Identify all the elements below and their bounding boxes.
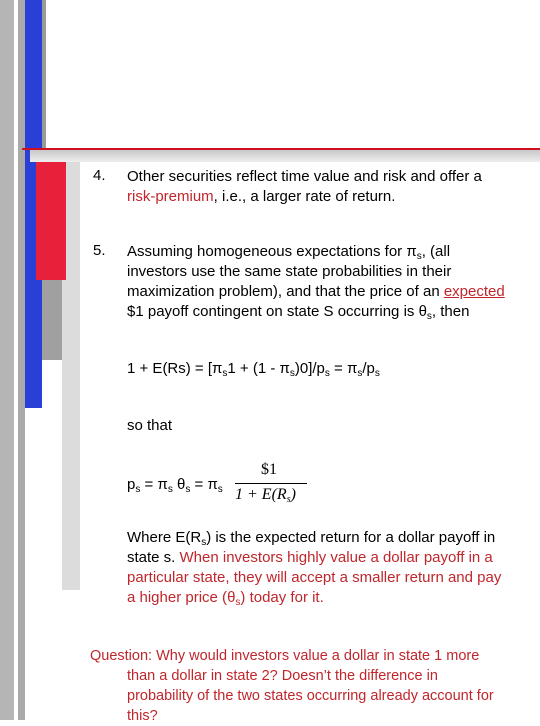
decor-bar-gray-thin (0, 0, 14, 720)
decor-gray-band (30, 150, 540, 162)
decor-bar-dark-gray (42, 0, 46, 150)
item-4-line1: Other securities reflect time value and risk and offer a (127, 168, 482, 185)
item-5-number: 5. (93, 242, 106, 259)
where-paragraph: Where $E(R_s)$ is the expected return for a dollar payoff in state s. When investors highly value a dollar payoff in a particular state, they will accept a smaller return and pay a higher price $(\theta_s)$ today for it. (127, 529, 502, 608)
fraction-bar (235, 483, 307, 484)
fraction-numerator: $1 (261, 461, 277, 478)
equation-2: $p_s = \pi_s$ $\theta_s = \pi_s$ (127, 476, 223, 495)
item-4-text (127, 167, 527, 207)
decor-bar-gray-mid (18, 0, 25, 720)
question: Question: Why would investors value a dollar in state 1 more than a dollar in state 2? Doesn’t the difference in probability of the two states occurring already account for this? (90, 648, 494, 724)
item-4-risk-premium: risk-premium (127, 188, 214, 205)
fraction-denominator: $1 + E(R_s)$ (235, 486, 296, 505)
decor-bar-red (36, 162, 66, 280)
item-4-number: 4. (93, 167, 106, 184)
item-4-line2: , i.e., a larger rate of return. (213, 188, 396, 205)
question-label: Question (90, 648, 149, 664)
fraction (235, 461, 309, 507)
so-that: so that (127, 417, 173, 434)
item-5-text: Assuming homogeneous expectations for $\pi_s$, (all investors use the same state probabilities in their maximization problem), and that the price of an expected $1 payoff contingent on state S occurring is $\theta_s$, then (127, 243, 505, 322)
expected-link: expected (443, 283, 505, 300)
equation-1: $1 + E(Rs) = [\pi_s1 + (1 - \pi_s)0]/p_s = \pi_s/p_s$ (127, 360, 380, 379)
